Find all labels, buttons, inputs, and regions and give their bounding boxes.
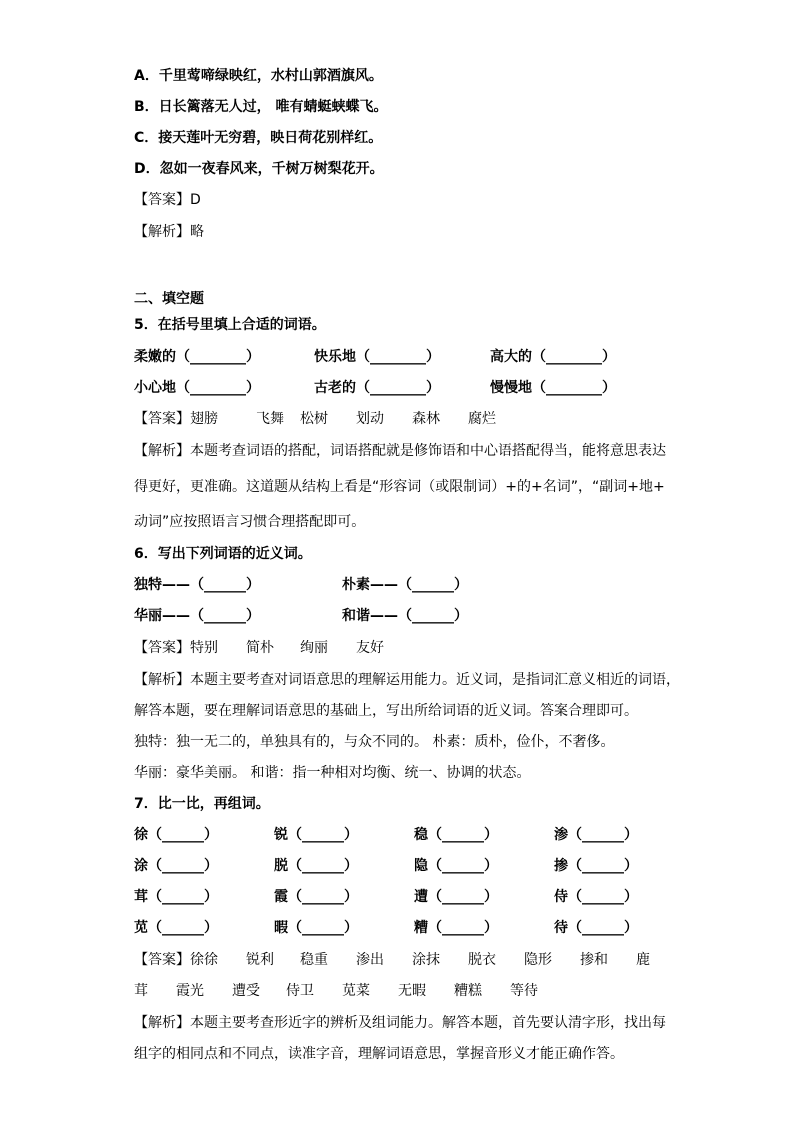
q4-analysis <box>134 222 204 242</box>
q7-item: 渗（______） <box>554 827 638 843</box>
answer-word: 无暇 <box>398 983 426 999</box>
analysis-text: 本题考查词语的搭配，词语搭配就是修饰语和中心语搭配得当，能将意思表达 <box>190 443 666 459</box>
answer-label: 【答案】 <box>134 411 190 427</box>
section-title: 二、填空题 <box>134 291 204 307</box>
answer-word: 友好 <box>356 640 384 656</box>
answer-word: 渗出 <box>356 952 384 968</box>
answer-word: 翅膀 <box>190 411 218 427</box>
answer-word: 涂抹 <box>412 952 440 968</box>
answer-word: 划动 <box>356 411 384 427</box>
q6-title: 6．写出下列词语的近义词。 <box>134 546 312 562</box>
q7-title: 7．比一比，再组词。 <box>134 796 270 812</box>
answer-word: 茸 <box>134 983 148 999</box>
answer-word: 霞光 <box>176 983 204 999</box>
answer-word: 徐徐 <box>190 952 218 968</box>
analysis-value: 略 <box>190 224 204 240</box>
q7-item: 锐（______） <box>274 827 358 843</box>
answer-word: 特别 <box>190 640 218 656</box>
answer-word: 锐利 <box>246 952 274 968</box>
option-c: C．接天莲叶无穷碧，映日荷花别样红。 <box>134 130 383 146</box>
answer-word: 腐烂 <box>468 411 496 427</box>
q6-analysis-1 <box>134 670 680 690</box>
answer-word: 鹿 <box>636 952 650 968</box>
analysis-label: 【解析】 <box>134 672 190 688</box>
answer-word: 简朴 <box>246 640 274 656</box>
answer-word: 侍卫 <box>286 983 314 999</box>
q7-item: 徐（______） <box>134 827 218 843</box>
q7-item: 霞（______） <box>274 889 358 905</box>
q5-analysis-3: 动词”应按照语言习惯合理搭配即可。 <box>134 514 366 530</box>
q5-item: 快乐地（________） <box>314 349 440 365</box>
answer-word: 飞舞 <box>256 411 284 427</box>
answer-word: 糟糕 <box>454 983 482 999</box>
q6-analysis-3: 独特：独一无二的，单独具有的，与众不同的。 朴素：质朴，俭仆，不奢侈。 <box>134 734 615 750</box>
q7-analysis-2: 组字的相同点和不同点，读准字音，理解词语意思，掌握音形义才能正确作答。 <box>134 1046 624 1062</box>
q7-item: 苋（______） <box>134 920 218 936</box>
answer-label: 【答案】 <box>134 192 190 208</box>
answer-word: 绚丽 <box>300 640 328 656</box>
answer-word: 稳重 <box>300 952 328 968</box>
q5-title: 5．在括号里填上合适的词语。 <box>134 317 326 333</box>
q6-item: 和谐——（______） <box>342 608 468 624</box>
q6-analysis-4: 华丽：豪华美丽。 和谐：指一种相对均衡、统一、协调的状态。 <box>134 765 531 781</box>
analysis-label: 【解析】 <box>134 224 190 240</box>
option-d: D．忽如一夜春风来，千树万树梨花开。 <box>134 161 384 177</box>
q7-item: 掺（______） <box>554 858 638 874</box>
q7-item: 稳（______） <box>414 827 498 843</box>
answer-word: 隐形 <box>524 952 552 968</box>
q7-item: 待（______） <box>554 920 638 936</box>
analysis-text: 本题主要考查形近字的辨析及组词能力。解答本题，首先要认清字形，找出每 <box>190 1015 666 1031</box>
q6-analysis-2: 解答本题，要在理解词语意思的基础上，写出所给词语的近义词。答案合理即可。 <box>134 703 638 719</box>
q7-item: 涂（______） <box>134 858 218 874</box>
analysis-label: 【解析】 <box>134 443 190 459</box>
answer-value: D <box>190 192 201 208</box>
q5-item: 慢慢地（________） <box>490 380 616 396</box>
answer-word: 森林 <box>412 411 440 427</box>
q5-analysis-2: 得更好，更准确。这道题从结构上看是“形容词（或限制词）+的+名词”，“副词+地+ <box>134 479 665 495</box>
answer-word: 掺和 <box>580 952 608 968</box>
q7-item: 暇（______） <box>274 920 358 936</box>
answer-word: 遭受 <box>232 983 260 999</box>
q7-analysis-1 <box>134 1013 666 1033</box>
q5-item: 高大的（________） <box>490 349 616 365</box>
q6-item: 华丽——（______） <box>134 608 260 624</box>
answer-word: 等待 <box>510 983 538 999</box>
answer-label: 【答案】 <box>134 640 190 656</box>
answer-label: 【答案】 <box>134 952 190 968</box>
q6-item: 独特——（______） <box>134 577 260 593</box>
q6-item: 朴素——（______） <box>342 577 468 593</box>
q7-item: 茸（______） <box>134 889 218 905</box>
q5-item: 古老的（________） <box>314 380 440 396</box>
option-a: A．千里莺啼绿映红，水村山郭酒旗风。 <box>134 68 383 84</box>
q5-analysis-1 <box>134 441 666 461</box>
option-b: B．日长篱落无人过， 唯有蜻蜓蛱蝶飞。 <box>134 99 388 115</box>
analysis-label: 【解析】 <box>134 1015 190 1031</box>
q5-item: 柔嫩的（________） <box>134 349 260 365</box>
q7-item: 侍（______） <box>554 889 638 905</box>
q7-item: 脱（______） <box>274 858 358 874</box>
answer-word: 松树 <box>300 411 328 427</box>
q7-item: 糟（______） <box>414 920 498 936</box>
analysis-text: 本题主要考查对词语意思的理解运用能力。近义词，是指词汇意义相近的词语， <box>190 672 680 688</box>
q7-item: 隐（______） <box>414 858 498 874</box>
q4-answer <box>134 190 201 210</box>
q7-item: 遭（______） <box>414 889 498 905</box>
answer-word: 脱衣 <box>468 952 496 968</box>
answer-word: 苋菜 <box>342 983 370 999</box>
q5-item: 小心地（________） <box>134 380 260 396</box>
